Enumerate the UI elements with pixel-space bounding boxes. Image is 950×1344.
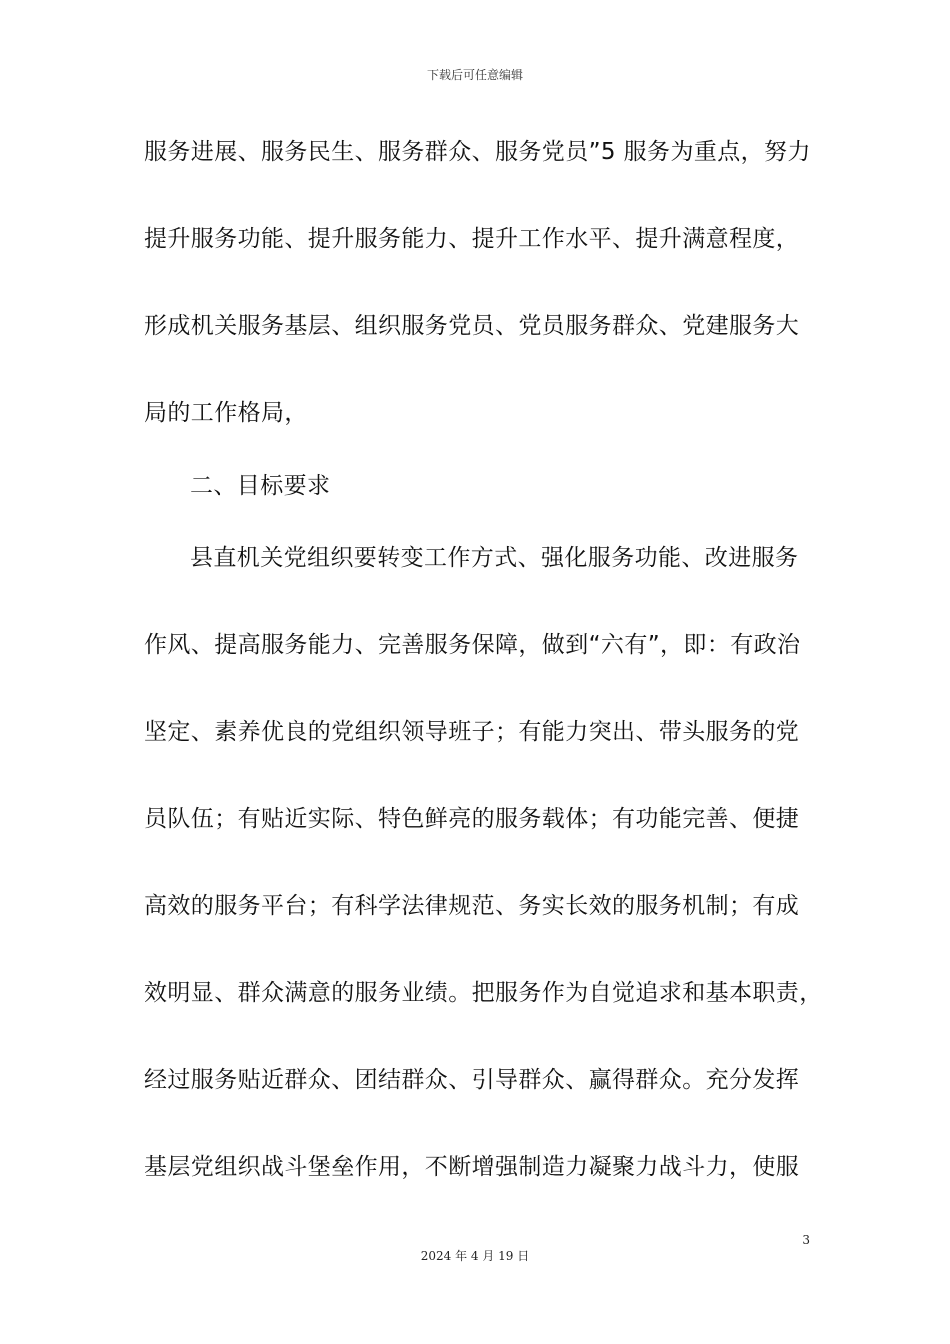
body-line: 经过服务贴近群众、团结群众、引导群众、赢得群众。充分发挥 [144,1067,800,1093]
page-header: 下载后可任意编辑 [426,68,523,82]
body-line: 基层党组织战斗堡垒作用，不断增强制造力凝聚力战斗力，使服 [144,1154,800,1180]
body-line: 坚定、素养优良的党组织领导班子；有能力突出、带头服务的党 [144,719,800,745]
body-line: 员队伍；有贴近实际、特色鲜亮的服务载体；有功能完善、便捷 [144,806,800,832]
page-footer-date: 2024 年 4 月 19 日 [420,1249,530,1263]
body-line: 县直机关党组织要转变工作方式、强化服务功能、改进服务 [190,545,799,571]
body-line: 服务进展、服务民生、服务群众、服务党员”5 服务为重点，努力 [144,139,811,165]
page-number: 3 [802,1233,810,1247]
body-line: 作风、提高服务能力、完善服务保障，做到“六有”，即：有政治 [144,632,801,658]
body-line: 形成机关服务基层、组织服务党员、党员服务群众、党建服务大 [144,313,800,339]
section-heading: 二、目标要求 [190,473,331,499]
body-line: 局的工作格局， [144,400,308,426]
body-line: 效明显、群众满意的服务业绩。把服务作为自觉追求和基本职责， [144,980,823,1006]
body-line: 提升服务功能、提升服务能力、提升工作水平、提升满意程度， [144,226,800,252]
body-line: 高效的服务平台；有科学法律规范、务实长效的服务机制；有成 [144,893,800,919]
